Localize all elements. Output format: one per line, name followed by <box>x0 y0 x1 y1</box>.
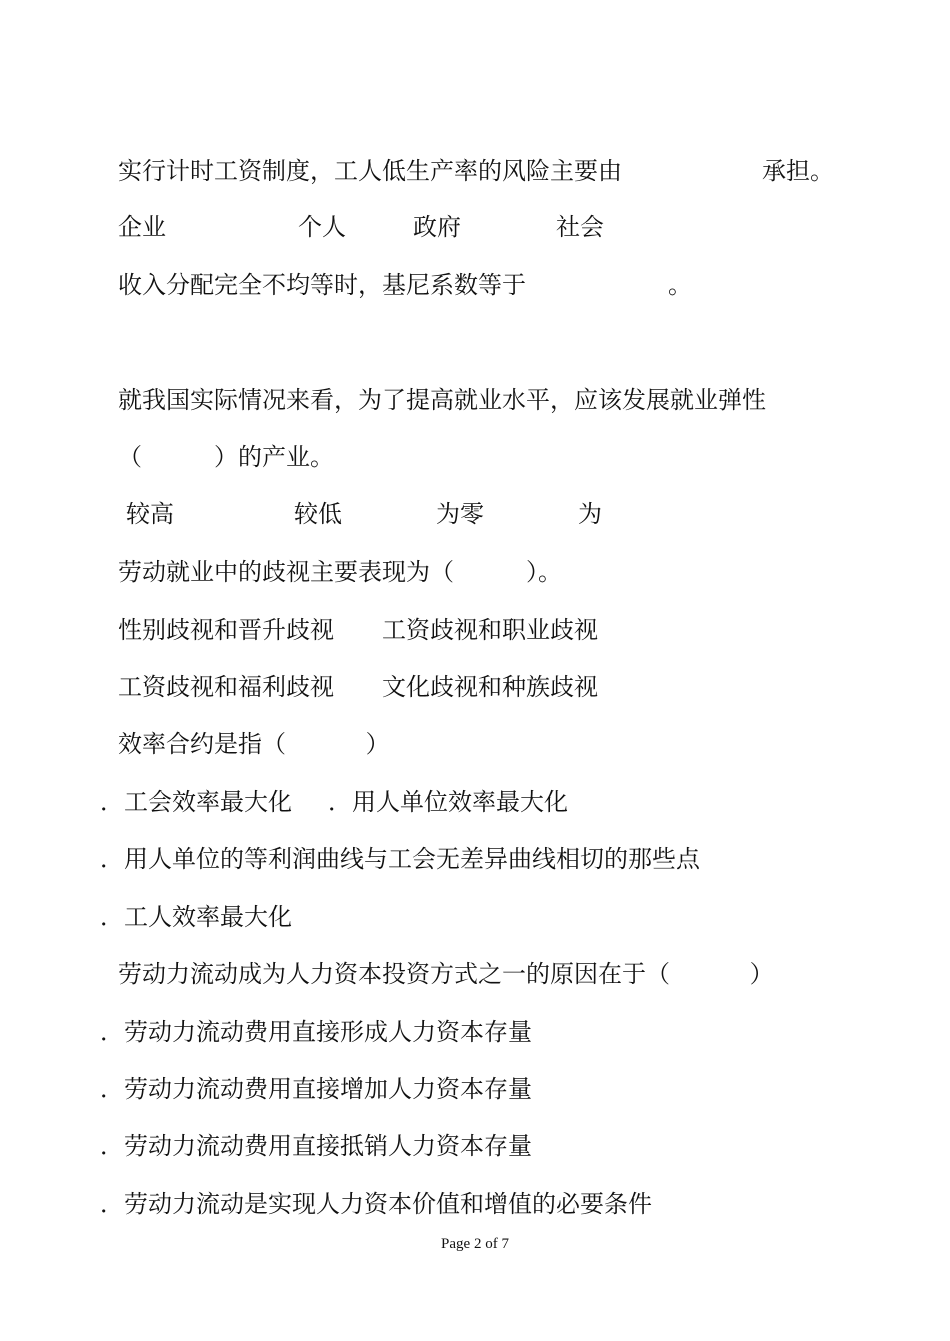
question-6-stem: 劳动力流动成为人力资本投资方式之一的原因在于（ ） <box>118 960 774 988</box>
question-6-option-d: ．劳动力流动是实现人力资本价值和增值的必要条件 <box>100 1190 652 1218</box>
question-5-stem: 效率合约是指（ ） <box>118 730 390 758</box>
question-2-stem: 收入分配完全不均等时，基尼系数等于 <box>118 271 526 299</box>
question-5-option-d: ．工人效率最大化 <box>100 903 292 931</box>
question-3-stem-line2: （ ）的产业。 <box>118 443 334 471</box>
question-1-option-d: 社会 <box>556 213 604 241</box>
question-4-option-a: 性别歧视和晋升歧视 <box>118 616 334 644</box>
question-1-stem: 实行计时工资制度，工人低生产率的风险主要由 <box>118 157 622 185</box>
question-4-option-c: 工资歧视和福利歧视 <box>118 673 334 701</box>
question-3-option-a: 较高 <box>126 500 174 528</box>
question-6-option-c: ．劳动力流动费用直接抵销人力资本存量 <box>100 1132 532 1160</box>
question-1-stem-tail: 承担。 <box>762 157 834 185</box>
question-2-stem-tail: 。 <box>668 271 692 299</box>
question-3-option-d: 为 <box>578 500 602 528</box>
question-5-option-c: ．用人单位的等利润曲线与工会无差异曲线相切的那些点 <box>100 845 700 873</box>
page-number: Page 2 of 7 <box>441 1236 509 1252</box>
question-4-option-b: 工资歧视和职业歧视 <box>382 616 598 644</box>
question-3-option-b: 较低 <box>294 500 342 528</box>
question-3-stem: 就我国实际情况来看，为了提高就业水平，应该发展就业弹性 <box>118 386 766 414</box>
question-1-option-c: 政府 <box>413 213 461 241</box>
question-3-option-c: 为零 <box>436 500 484 528</box>
question-6-option-a: ．劳动力流动费用直接形成人力资本存量 <box>100 1018 532 1046</box>
question-6-option-b: ．劳动力流动费用直接增加人力资本存量 <box>100 1075 532 1103</box>
question-4-option-d: 文化歧视和种族歧视 <box>382 673 598 701</box>
question-5-option-b: ．用人单位效率最大化 <box>328 788 568 816</box>
question-4-stem: 劳动就业中的歧视主要表现为（ ）。 <box>118 558 562 586</box>
question-1-option-a: 企业 <box>118 213 166 241</box>
question-5-option-a: ．工会效率最大化 <box>100 788 292 816</box>
question-1-option-b: 个人 <box>298 213 346 241</box>
